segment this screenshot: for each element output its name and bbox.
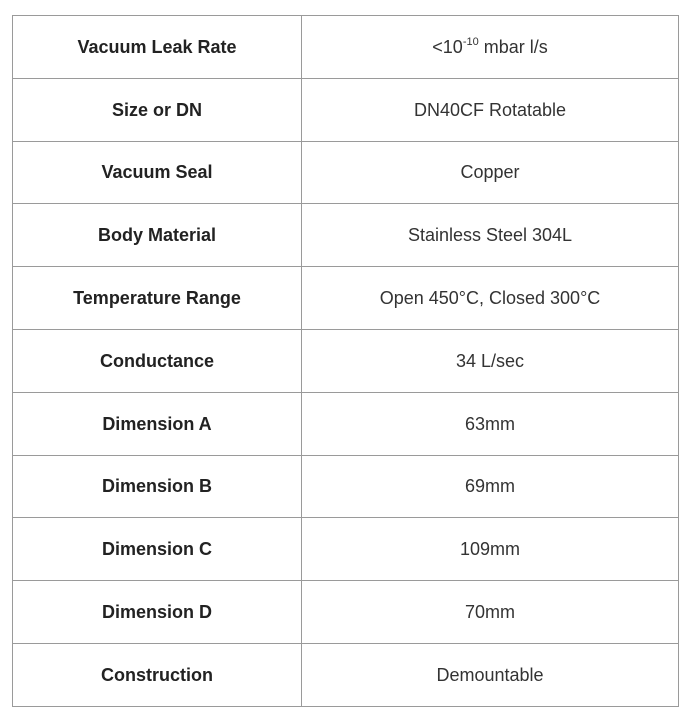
spec-value: 109mm (302, 518, 679, 581)
spec-label: Conductance (13, 329, 302, 392)
spec-value: DN40CF Rotatable (302, 78, 679, 141)
spec-label: Dimension C (13, 518, 302, 581)
spec-value: 70mm (302, 581, 679, 644)
spec-label: Temperature Range (13, 267, 302, 330)
leak-rate-prefix: <10 (432, 36, 463, 57)
table-row (13, 141, 679, 204)
spec-value: Copper (302, 141, 679, 204)
spec-label: Size or DN (13, 78, 302, 141)
leak-rate-exponent: -10 (462, 35, 479, 48)
spec-value: 69mm (302, 455, 679, 518)
spec-label: Construction (13, 643, 302, 706)
spec-label: Vacuum Seal (13, 141, 302, 204)
table-row (13, 643, 679, 706)
spec-label: Vacuum Leak Rate (13, 16, 302, 79)
spec-value (302, 16, 679, 79)
table-row (13, 329, 679, 392)
spec-label: Dimension B (13, 455, 302, 518)
spec-label: Body Material (13, 204, 302, 267)
spec-label: Dimension D (13, 581, 302, 644)
spec-value: Open 450°C, Closed 300°C (302, 267, 679, 330)
leak-rate-unit: mbar l/s (478, 36, 548, 57)
table-row (13, 581, 679, 644)
table-row (13, 455, 679, 518)
table-row (13, 267, 679, 330)
spec-value: 63mm (302, 392, 679, 455)
table-row (13, 78, 679, 141)
spec-value: Demountable (302, 643, 679, 706)
table-row (13, 392, 679, 455)
table-row (13, 518, 679, 581)
spec-value: Stainless Steel 304L (302, 204, 679, 267)
table-row (13, 204, 679, 267)
spec-label: Dimension A (13, 392, 302, 455)
table-row (13, 16, 679, 79)
spec-value: 34 L/sec (302, 329, 679, 392)
specification-table (12, 15, 679, 707)
